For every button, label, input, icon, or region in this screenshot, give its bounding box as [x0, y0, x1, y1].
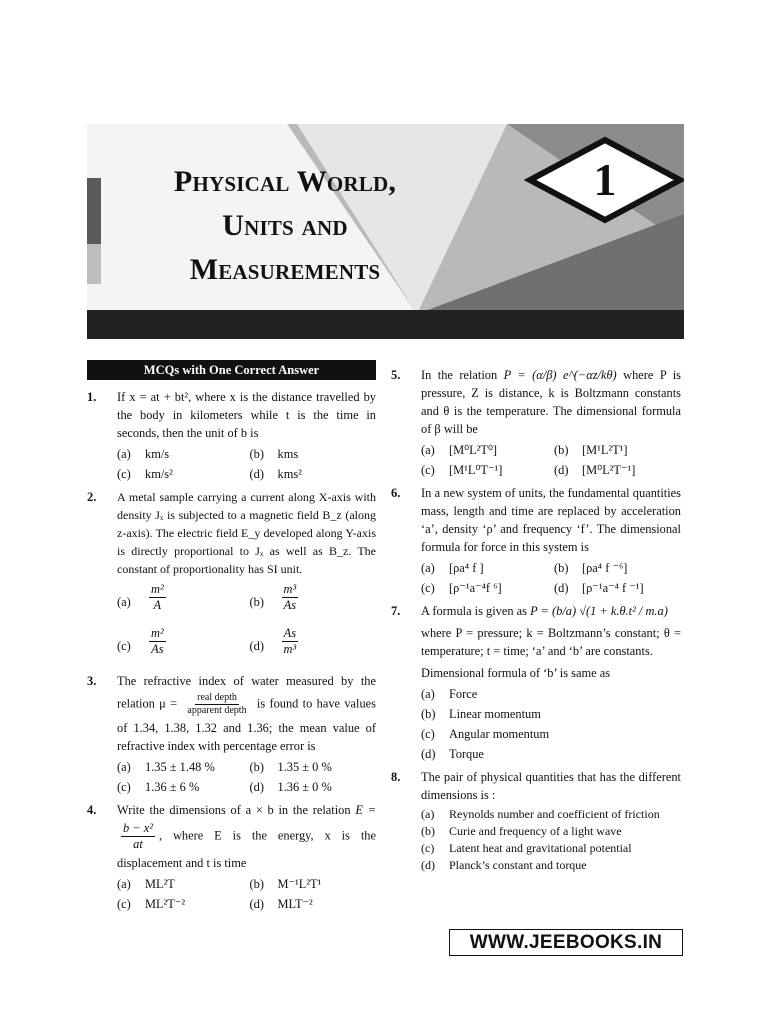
- option-d[interactable]: (d) MLT⁻²: [249, 897, 313, 911]
- options: [117, 757, 376, 797]
- question-8: [391, 768, 681, 874]
- options: [117, 580, 376, 668]
- question-number: 2.: [87, 490, 97, 504]
- option-b[interactable]: (b) kms: [249, 447, 299, 461]
- option-d[interactable]: (d) Torque: [421, 747, 484, 761]
- title-line-3: Measurements: [189, 253, 381, 286]
- chapter-banner: [87, 124, 684, 339]
- option-b[interactable]: (b) $\frac{\text{m³}}{As}$: [249, 582, 297, 612]
- option-b[interactable]: (b) M⁻¹L²T¹: [249, 877, 322, 891]
- question-number: 1.: [87, 390, 97, 404]
- option-a[interactable]: (a) [M⁰L²T⁰]: [421, 443, 498, 457]
- question-text: If x = at + bt², where x is the distance travelled by the body in kilometers while t is the time in seconds, then the unit of b is: [117, 390, 376, 440]
- option-b[interactable]: (b) 1.35 ± 0 %: [249, 760, 332, 774]
- option-d[interactable]: (d) kms²: [249, 467, 302, 481]
- option-a[interactable]: (a) ML²T: [117, 877, 175, 891]
- option-a[interactable]: (a) $\frac{\text{m²}}{A}$: [117, 582, 164, 612]
- option-a[interactable]: (a) Reynolds number and coefficient of friction: [421, 807, 660, 821]
- option-c[interactable]: (c) 1.36 ± 6 %: [117, 780, 200, 794]
- question-number: 5.: [391, 368, 401, 382]
- question-text: In a new system of units, the fundamental quantities mass, length and time are replaced by acceleration ‘a’, density ‘ρ’ and frequency ‘f’. The dimensional formula for force in this system is: [421, 486, 681, 554]
- equation: P = (b/a) √(1 + k.θ.t² / m.a): [530, 604, 668, 618]
- question-7: [391, 602, 681, 764]
- question-4: [87, 801, 376, 914]
- question-6: [391, 484, 681, 598]
- option-d[interactable]: (d) [ρ⁻¹a⁻⁴ f ⁻¹]: [554, 581, 644, 595]
- options: [117, 874, 376, 914]
- question-text: In the relation P = (α/β) e^(−αz/kθ) where P is pressure, Z is distance, k is Boltzmann constants and θ is the temperature. The dimensional formula of β will be: [421, 368, 681, 436]
- fraction: $\frac{\text{b − x²}}{at}$: [123, 821, 153, 851]
- chapter-title: [135, 160, 435, 292]
- right-column: [391, 366, 681, 878]
- option-b[interactable]: (b) Linear momentum: [421, 707, 541, 721]
- options: [421, 558, 681, 598]
- option-c[interactable]: (c) km/s²: [117, 467, 173, 481]
- question-number: 8.: [391, 770, 401, 784]
- option-d[interactable]: (d) 1.36 ± 0 %: [249, 780, 332, 794]
- option-a[interactable]: (a) [ρa⁴ f ]: [421, 561, 484, 575]
- question-3: [87, 672, 376, 797]
- question-5: [391, 366, 681, 480]
- option-b[interactable]: (b) Curie and frequency of a light wave: [421, 824, 622, 838]
- options: [421, 440, 681, 480]
- question-text: A formula is given as P = (b/a) √(1 + k.θ.t² / m.a): [421, 604, 668, 618]
- option-c[interactable]: (c) Latent heat and gravitational potential: [421, 841, 632, 855]
- question-1: [87, 388, 376, 484]
- options: [421, 806, 681, 874]
- question-prompt: Dimensional formula of ‘b’ is same as: [421, 666, 611, 680]
- question-text: The pair of physical quantities that has the different dimensions is :: [421, 770, 681, 802]
- option-a[interactable]: (a) km/s: [117, 447, 170, 461]
- option-c[interactable]: (c) Angular momentum: [421, 727, 550, 741]
- option-d[interactable]: (d) [M⁰L²T⁻¹]: [554, 463, 636, 477]
- question-text: Write the dimensions of a × b in the relation E = $\frac{\text{b − x²}}{at}$ , where E is the energy, x is the displacement and t is time: [117, 803, 376, 870]
- options: [421, 684, 681, 764]
- option-c[interactable]: (c) ML²T⁻²: [117, 897, 186, 911]
- question-number: 6.: [391, 486, 401, 500]
- option-c[interactable]: (c) [ρ⁻¹a⁻⁴f ⁶]: [421, 581, 502, 595]
- question-number: 3.: [87, 674, 97, 688]
- option-a[interactable]: (a) 1.35 ± 1.48 %: [117, 760, 215, 774]
- title-line-2: Units and: [222, 209, 348, 242]
- option-c[interactable]: (c) [M¹L⁰T⁻¹]: [421, 463, 503, 477]
- option-d[interactable]: (d) $\frac{As}{\text{m³}}$: [249, 626, 297, 656]
- section-header: MCQs with One Correct Answer: [87, 360, 376, 380]
- option-d[interactable]: (d) Planck’s constant and torque: [421, 858, 587, 872]
- question-text-continued: where P = pressure; k = Boltzmann’s constant; θ = temperature; t = time; ‘a’ and ‘b’ are constants.: [421, 626, 681, 658]
- website-footer: WWW.JEEBOOKS.IN: [449, 929, 683, 956]
- question-number: 4.: [87, 803, 97, 817]
- option-a[interactable]: (a) Force: [421, 687, 478, 701]
- chapter-number: 1: [593, 154, 617, 205]
- option-c[interactable]: (c) $\frac{\text{m²}}{As}$: [117, 626, 164, 656]
- options: [117, 444, 376, 484]
- option-b[interactable]: (b) [ρa⁴ f ⁻⁶]: [554, 561, 628, 575]
- question-2: [87, 488, 376, 668]
- title-line-1: Physical World,: [173, 165, 397, 198]
- question-text: A metal sample carrying a current along X-axis with density Jₓ is subjected to a magnetic field B_z (along z-axis). The electric field E_y developed along Y-axis is directly proportional to Jₓ as well as B_z. The constant of proportionality has SI unit.: [117, 490, 376, 576]
- option-b[interactable]: (b) [M¹L²T¹]: [554, 443, 628, 457]
- left-column: [87, 360, 376, 918]
- question-number: 7.: [391, 604, 401, 618]
- equation: P = (α/β) e^(−αz/kθ): [503, 368, 617, 382]
- question-text: The refractive index of water measured by the relation μ = $\frac{\text{real depth}}{\text{apparent depth}}$ is found to have values of 1.34, 1.38, 1.32 and 1.36; the mean value of refractive index with percentage error is: [117, 674, 376, 753]
- fraction: $\frac{\text{real depth}}{\text{apparent depth}}$: [187, 692, 247, 716]
